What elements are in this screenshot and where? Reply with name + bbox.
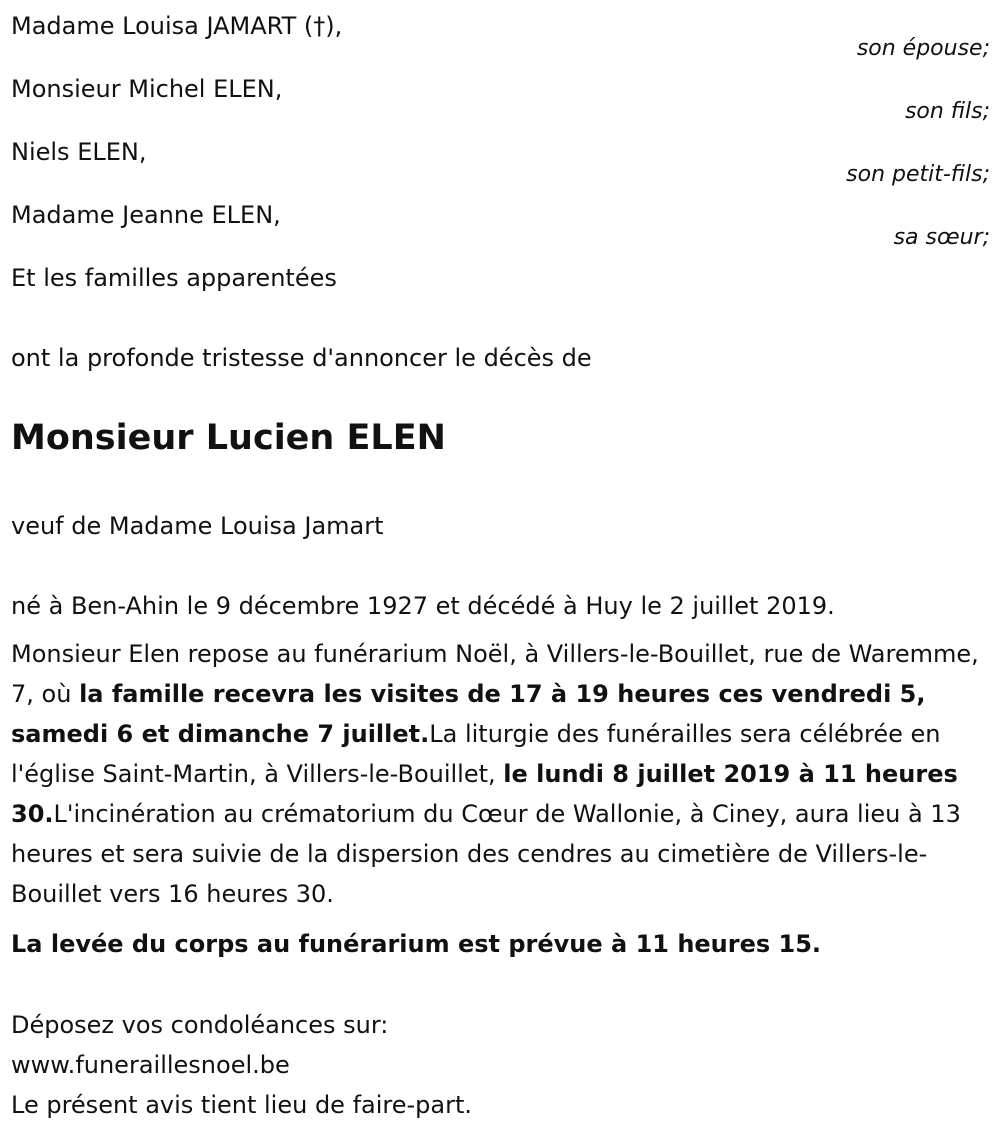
details-text: Monsieur Elen repose au funérarium Noël, à Villers-le-Bouillet, rue de Waremme, 7, où [11,640,979,708]
condolences-label: Déposez vos condoléances sur: [11,1011,389,1039]
family-member-name: Madame Louisa JAMART (†), [11,12,343,40]
family-member-name: Madame Jeanne ELEN, [11,201,281,229]
notice-line: Le présent avis tient lieu de faire-part. [11,1091,473,1119]
details-text: L'incinération au crématorium du Cœur de Wallonie, à Ciney, aura lieu à 13 heures et sera suivie de la dispersion des cendres au cimetière de Villers-le-Bouillet vers 16 heures 30. [11,800,961,908]
widower-line: veuf de Madame Louisa Jamart [11,512,384,540]
birth-death-line: né à Ben-Ahin le 9 décembre 1927 et décédé à Huy le 2 juillet 2019. [11,592,835,620]
details-text: La liturgie des funérailles sera célébrée en l'église Saint-Martin, à Villers-le-Bouillet, [11,720,941,788]
family-member-relation: son petit-fils; [846,162,990,187]
family-member-name: Monsieur Michel ELEN, [11,75,283,103]
family-member-relation: sa sœur; [893,225,990,250]
families-line: Et les familles apparentées [11,264,337,292]
ceremony-date-text: le lundi 8 juillet 2019 à 11 heures 30. [11,760,958,828]
website-link[interactable]: www.funeraillesnoel.be [11,1051,290,1079]
family-member-relation: son fils; [904,99,990,124]
family-member-relation: son épouse; [856,36,990,61]
levee-line: La levée du corps au funérarium est prévue à 11 heures 15. [11,930,822,958]
visiting-hours-text: la famille recevra les visites de 17 à 19 heures ces vendredi 5, samedi 6 et dimanche 7 juillet. [11,680,926,748]
announcement-text: ont la profonde tristesse d'annoncer le décès de [11,344,592,372]
funeral-details-paragraph [11,634,986,914]
deceased-name-heading: Monsieur Lucien ELEN [11,418,446,458]
family-member-name: Niels ELEN, [11,138,147,166]
